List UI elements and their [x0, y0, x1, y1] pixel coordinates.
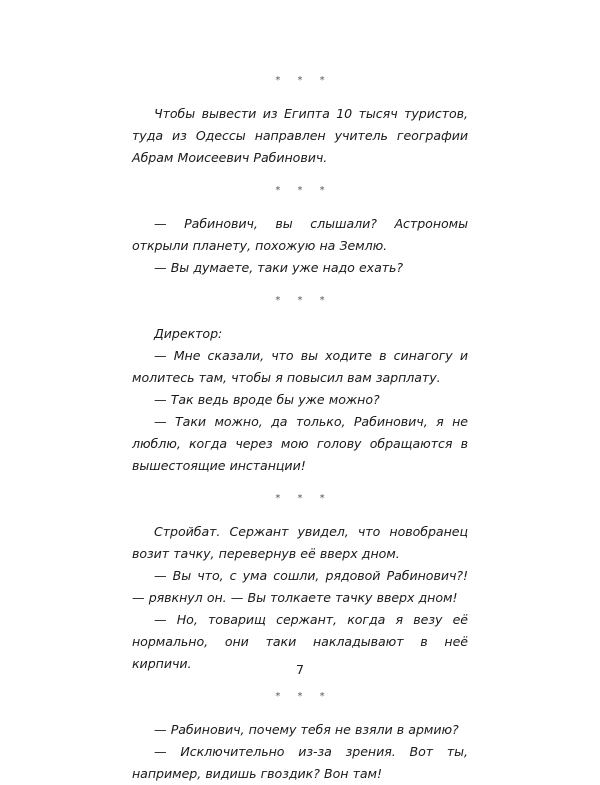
- paragraph: — Мне сказали, что вы ходите в синагогу и молитесь там, чтобы я повысил вам зарплату.: [132, 348, 468, 385]
- paragraph: — Так ведь вроде бы уже можно?: [154, 392, 380, 407]
- paragraph: — Рабинович, почему тебя не взяли в армию?: [154, 722, 459, 737]
- section-separator: * * *: [275, 185, 332, 196]
- paragraph: Директор:: [154, 326, 223, 341]
- section-separator: * * *: [275, 493, 332, 504]
- paragraph: — Вы что, с ума сошли, рядовой Рабинович?! — рявкнул он. — Вы толкаете тачку вверх дном!: [132, 568, 468, 605]
- paragraph: — Но, товарищ сержант, когда я везу её нормально, они таки накладывают в неё кирпичи.: [132, 612, 468, 671]
- paragraph: Чтобы вывести из Египта 10 тысяч туристов, туда из Одессы направлен учитель географии Абрам Моисеевич Рабинович.: [132, 106, 468, 165]
- paragraph: — Исключительно из-за зрения. Вот ты, например, видишь гвоздик? Вон там!: [132, 744, 468, 781]
- section-separator: * * *: [275, 691, 332, 702]
- page-number: 7: [295, 662, 304, 677]
- paragraph: — Рабинович, вы слышали? Астрономы открыли планету, похожую на Землю.: [132, 216, 468, 253]
- section-separator: * * *: [275, 295, 332, 306]
- paragraph: Стройбат. Сержант увидел, что новобранец возит тачку, перевернув её вверх дном.: [132, 524, 468, 561]
- paragraph: — Вы думаете, таки уже надо ехать?: [154, 260, 404, 275]
- section-separator: * * *: [275, 75, 332, 86]
- paragraph: — Таки можно, да только, Рабинович, я не люблю, когда через мою голову обращаются в вышестоящие инстанции!: [132, 414, 468, 473]
